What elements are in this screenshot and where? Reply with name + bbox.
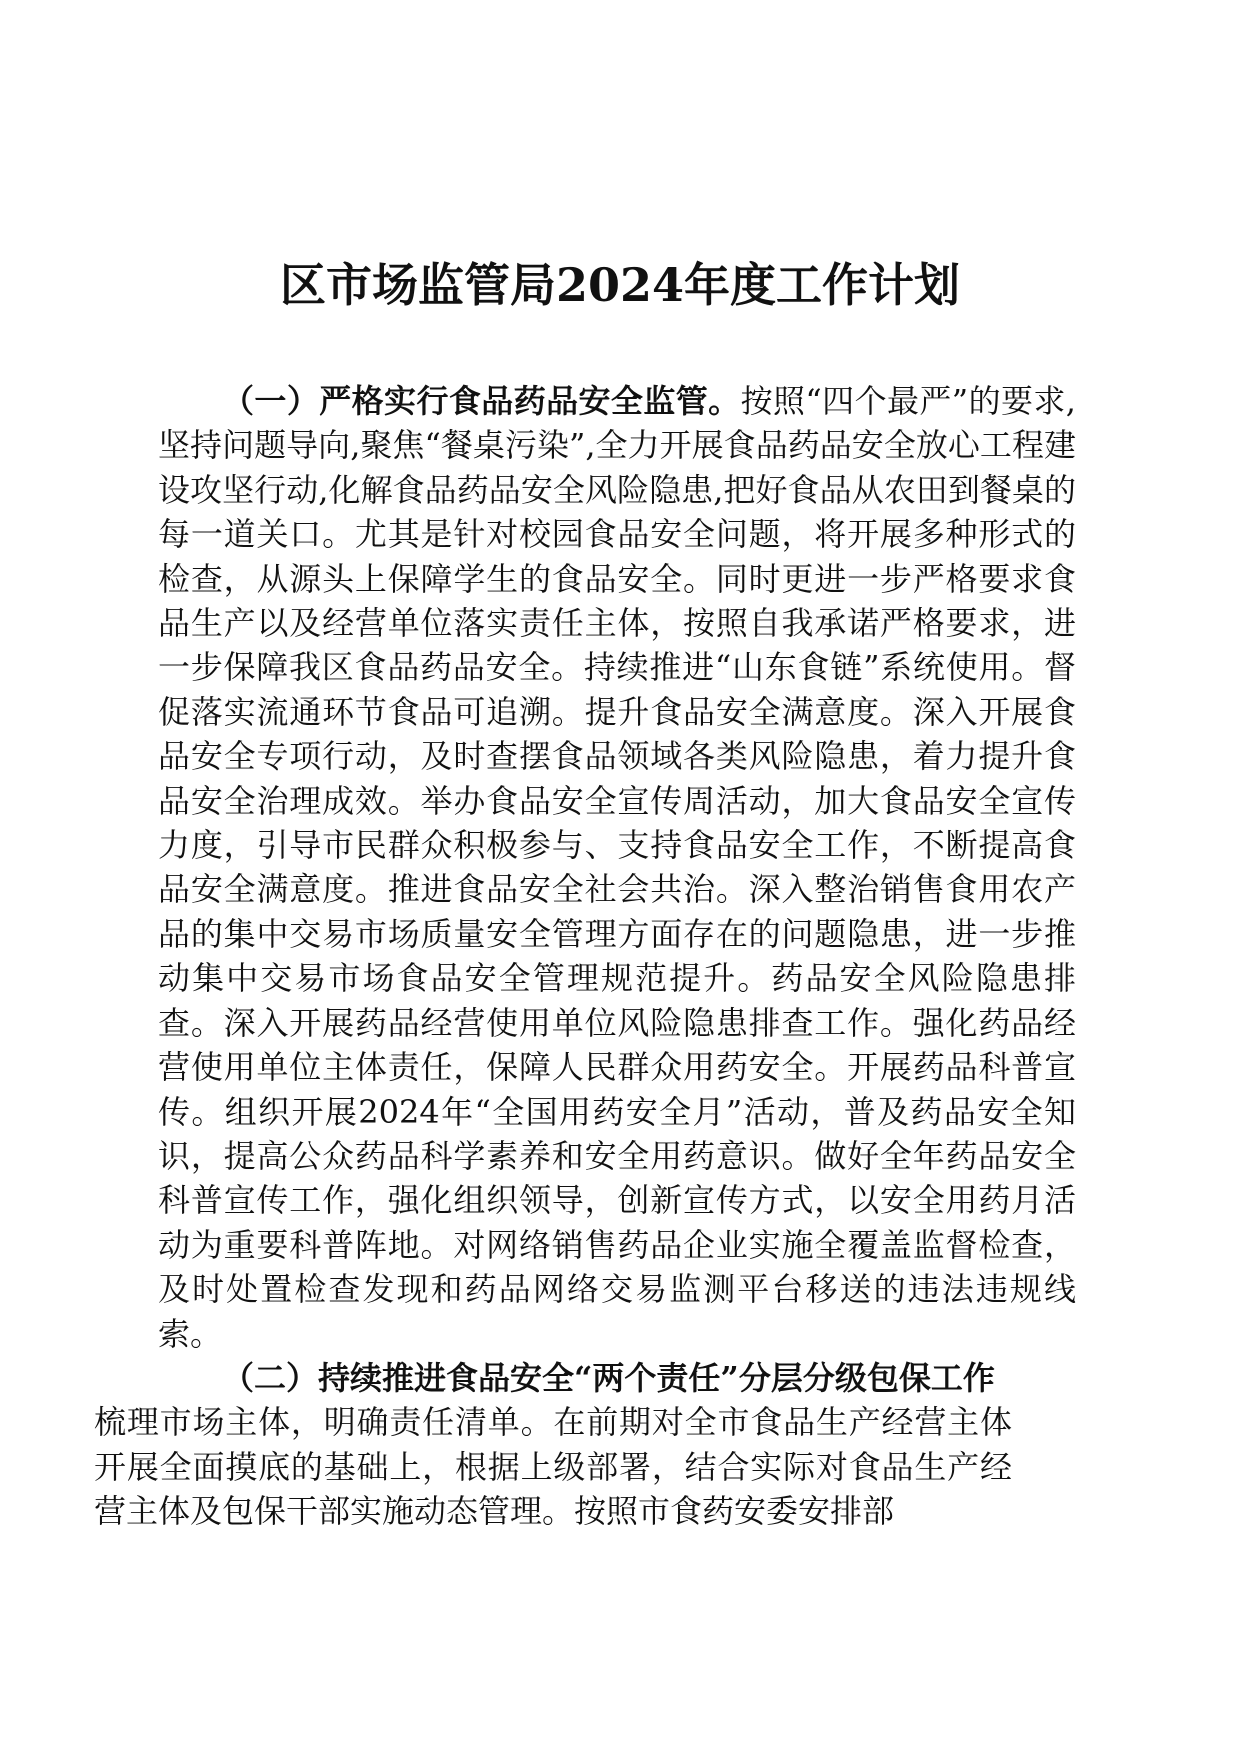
paragraph-text: 梳理市场主体，明确责任清单。在前期对全市食品生产经营主体开展全面摸底的基础上，根据上级部署，结合实际对食品生产经营主体及包保干部实施动态管理。按照市食药安委安排部 <box>94 1403 1012 1531</box>
paragraph-text: 按照“四个最严”的要求,坚持问题导向,聚焦“餐桌污染”,全力开展食品药品安全放心工程建设攻坚行动,化解食品药品安全风险隐患,把好食品从农田到餐桌的每一道关口。尤其是针对校园食品安全问题，将开展多种形式的检查，从源头上保障学生的食品安全。同时更进一步严格要求食品生产以及经营单位落实责任主体，按照自我承诺严格要求，进一步保障我区食品药品安全。持续推进“山东食链”系统使用。督促落实流通环节食品可追溯。提升食品安全满意度。深入开展食品安全专项行动，及时查摆食品领域各类风险隐患，着力提升食品安全治理成效。举办食品安全宣传周活动，加大食品安全宣传力度，引导市民群众积极参与、支持食品安全工作，不断提高食品安全满意度。推进食品安全社会共治。深入整治销售食用农产品的集中交易市场质量安全管理方面存在的问题隐患，进一步推动集中交易市场食品安全管理规范提升。药品安全风险隐患排查。深入开展药品经营使用单位风险隐患排查工作。强化药品经营使用单位主体责任，保障人民群众用药安全。开展药品科普宣传。组织开展2024年“全国用药安全月”活动，普及药品安全知识，提高公众药品科学素养和安全用药意识。做好全年药品安全科普宣传工作，强化组织领导，创新宣传方式，以安全用药月活动为重要科普阵地。对网络销售药品企业实施全覆盖监督检查，及时处置检查发现和药品网络交易监测平台移送的违法违规线索。 <box>158 382 1076 1353</box>
paragraph-heading: （一）严格实行食品药品安全监管。 <box>222 382 741 420</box>
document-title: 区市场监管局2024年度工作计划 <box>279 258 961 312</box>
paragraph-heading: （二）持续推进食品安全“两个责任”分层分级包保工作 <box>222 1358 995 1397</box>
paragraph-food-drug-supervision <box>158 379 1076 1356</box>
document-body <box>94 379 1076 1534</box>
paragraph-two-responsibilities <box>94 1356 1076 1534</box>
